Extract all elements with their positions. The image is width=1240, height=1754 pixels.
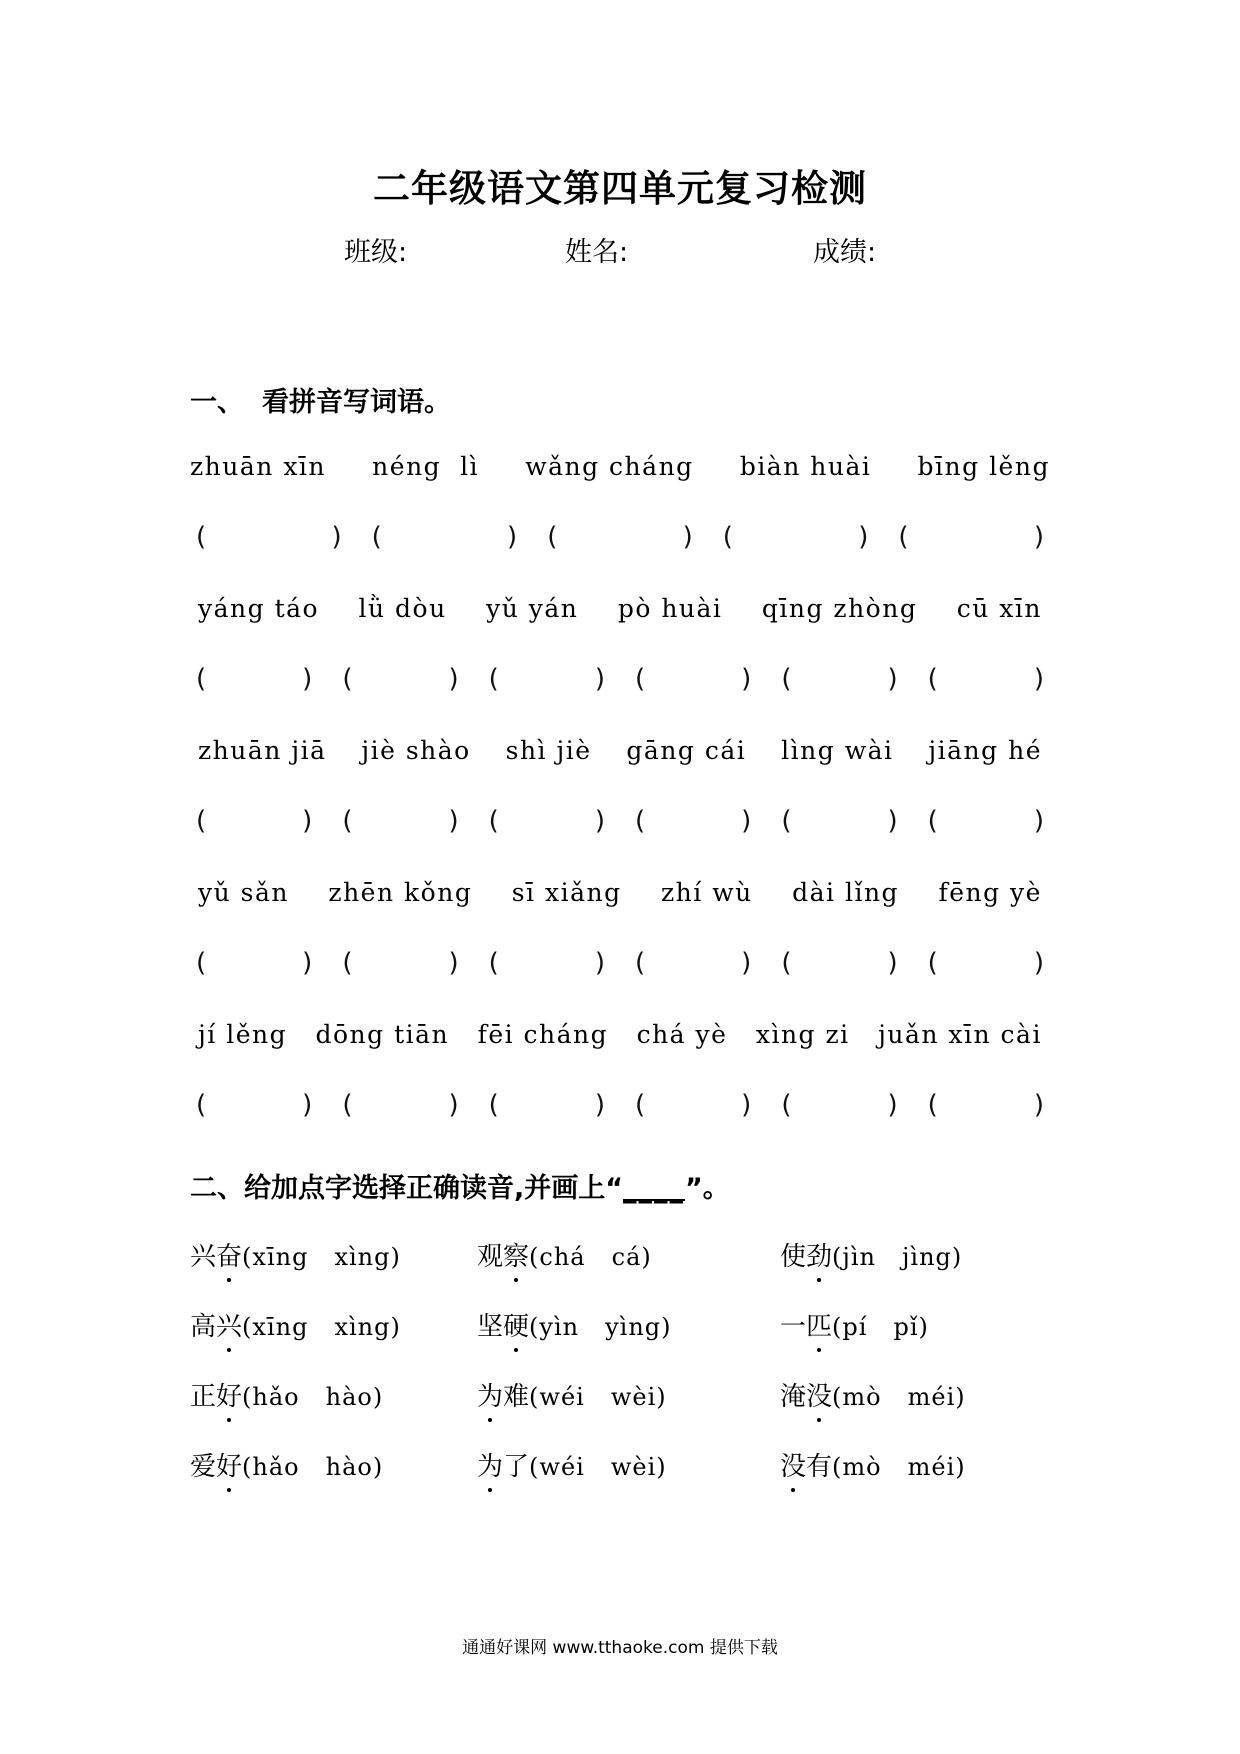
word-plain-before: 使 — [780, 1242, 807, 1272]
reading-item — [780, 1446, 966, 1483]
pinyin-word: zhēn kǒng — [328, 878, 473, 907]
paren-open: ( — [927, 806, 938, 836]
paren-close: ) — [302, 664, 313, 694]
word-plain-before: 一 — [780, 1312, 807, 1342]
answer-blank[interactable] — [483, 664, 611, 694]
paren-close: ) — [887, 948, 898, 978]
answer-blank[interactable] — [483, 948, 611, 978]
pinyin-row — [190, 878, 1050, 907]
score-label: 成绩: — [813, 237, 877, 268]
pinyin-word: shì jiè — [505, 736, 592, 765]
paren-open: ( — [634, 806, 646, 836]
paren-open: ( — [781, 948, 792, 978]
word — [477, 1446, 529, 1483]
answer-blank[interactable] — [922, 948, 1050, 978]
pinyin-word: yǔ sǎn — [198, 878, 290, 907]
paren-close: ) — [682, 522, 693, 552]
answer-blank[interactable] — [336, 1090, 464, 1120]
pinyin-word: néng lì — [372, 452, 480, 481]
paren-open: ( — [634, 948, 646, 978]
paren-close: ) — [302, 948, 313, 978]
word-plain-before: 正 — [190, 1382, 217, 1412]
word-plain-before: 坚 — [477, 1312, 504, 1342]
answer-blank[interactable] — [629, 948, 757, 978]
paren-open: ( — [927, 664, 938, 694]
reading-row — [190, 1306, 1060, 1346]
answer-blank[interactable] — [190, 664, 318, 694]
word — [780, 1376, 832, 1413]
pronunciation-options — [242, 1383, 383, 1411]
pinyin-word: cū xīn — [956, 594, 1042, 623]
dotted-character: 好 — [216, 1446, 242, 1483]
paren-close: ) — [302, 1090, 313, 1120]
section-1-heading — [190, 380, 451, 419]
pinyin-word: juǎn xīn cài — [878, 1020, 1042, 1049]
dotted-character: 没 — [806, 1376, 832, 1413]
pinyin-word: zhí wù — [661, 878, 753, 907]
pronunciation-options — [832, 1313, 929, 1341]
pronunciation-options — [242, 1453, 383, 1481]
pinyin-word: qīng zhòng — [761, 594, 918, 623]
class-label: 班级: — [344, 237, 408, 268]
word — [477, 1376, 529, 1413]
option-a[interactable]: xīng — [252, 1313, 309, 1341]
dotted-character: 好 — [216, 1376, 242, 1413]
pinyin-word: yǔ yán — [486, 594, 579, 623]
dotted-character: 兴 — [216, 1306, 242, 1343]
paren-close: ) — [331, 522, 342, 552]
paren-open: ( — [488, 1090, 499, 1120]
reading-item — [780, 1376, 966, 1413]
answer-blank[interactable] — [190, 948, 318, 978]
paren-close: ) — [448, 806, 459, 836]
word — [780, 1306, 832, 1343]
word-plain-before: 淹 — [780, 1382, 807, 1412]
option-b[interactable]: pǐ — [893, 1313, 919, 1341]
section-1-title: 看拼音写词语。 — [262, 387, 451, 418]
word-plain-after: 难 — [503, 1382, 530, 1412]
paren-close: ) — [741, 664, 752, 694]
answer-blank[interactable] — [190, 806, 318, 836]
open-paren: ( — [242, 1383, 253, 1411]
close-paren: ) — [656, 1453, 667, 1481]
section-2-number: 二、 — [190, 1173, 244, 1204]
pinyin-word: xìng zi — [755, 1020, 850, 1049]
option-a[interactable]: hǎo — [252, 1453, 300, 1481]
option-b[interactable]: méi — [907, 1453, 956, 1481]
paren-open: ( — [342, 948, 353, 978]
paren-close: ) — [594, 1090, 605, 1120]
name-label: 姓名: — [565, 237, 629, 268]
pinyin-row — [190, 736, 1050, 765]
reading-row — [190, 1446, 1060, 1486]
option-b[interactable]: xìng — [334, 1313, 391, 1341]
paren-open: ( — [196, 522, 207, 552]
pinyin-word: dōng tiān — [315, 1020, 450, 1049]
paren-open: ( — [488, 664, 499, 694]
pinyin-word: zhuān xīn — [190, 452, 327, 481]
pinyin-word: bīng lěng — [917, 452, 1050, 481]
dotted-character: 硬 — [503, 1306, 529, 1343]
paren-open: ( — [634, 1090, 646, 1120]
paren-open: ( — [781, 806, 792, 836]
reading-item — [477, 1446, 667, 1483]
answer-blank[interactable] — [483, 1090, 611, 1120]
pinyin-word: sī xiǎng — [511, 878, 622, 907]
page-title: 二年级语文第四单元复习检测 — [373, 167, 867, 210]
pinyin-word: lìng wài — [781, 736, 894, 765]
paren-open: ( — [196, 664, 207, 694]
paren-close: ) — [741, 948, 752, 978]
paren-close: ) — [594, 948, 605, 978]
section-1-number: 一、 — [190, 387, 244, 418]
dotted-character: 为 — [477, 1376, 503, 1413]
word-plain-after: 了 — [503, 1452, 530, 1482]
answer-blank[interactable] — [366, 522, 524, 552]
word — [190, 1306, 242, 1343]
answer-blank[interactable] — [629, 806, 757, 836]
section-2-title-blank: ____ — [623, 1173, 686, 1204]
paren-close: ) — [448, 948, 459, 978]
option-b[interactable]: wèi — [610, 1453, 657, 1481]
close-paren: ) — [390, 1243, 401, 1271]
pronunciation-options — [832, 1243, 962, 1271]
open-paren: ( — [242, 1453, 253, 1481]
answer-blank[interactable] — [190, 522, 348, 552]
answer-row — [190, 664, 1050, 694]
open-paren: ( — [529, 1313, 540, 1341]
word — [780, 1446, 832, 1483]
close-paren: ) — [372, 1453, 384, 1481]
paren-open: ( — [488, 948, 499, 978]
paren-close: ) — [448, 664, 459, 694]
section-2-heading — [190, 1166, 730, 1205]
paren-close: ) — [1033, 522, 1044, 552]
answer-blank[interactable] — [629, 1090, 757, 1120]
answer-blank[interactable] — [922, 664, 1050, 694]
dotted-character: 察 — [503, 1236, 529, 1273]
dotted-character: 匹 — [806, 1306, 832, 1343]
answer-blank[interactable] — [717, 522, 875, 552]
pinyin-word: wǎng cháng — [525, 452, 694, 481]
option-a[interactable]: mò — [842, 1453, 882, 1481]
dotted-character: 劲 — [806, 1236, 832, 1273]
close-paren: ) — [641, 1243, 652, 1271]
paren-close: ) — [1033, 948, 1044, 978]
paren-open: ( — [547, 522, 558, 552]
paren-open: ( — [196, 806, 207, 836]
paren-open: ( — [342, 664, 353, 694]
paren-open: ( — [371, 522, 382, 552]
dotted-character: 奋 — [216, 1236, 242, 1273]
paren-open: ( — [927, 1090, 938, 1120]
paren-close: ) — [741, 806, 752, 836]
paren-close: ) — [887, 664, 898, 694]
paren-open: ( — [488, 806, 499, 836]
paren-open: ( — [342, 806, 353, 836]
option-a[interactable]: pí — [842, 1313, 868, 1341]
open-paren: ( — [832, 1313, 843, 1341]
close-paren: ) — [918, 1313, 929, 1341]
option-a[interactable]: wéi — [539, 1453, 585, 1481]
pinyin-word: yáng táo — [198, 594, 320, 623]
open-paren: ( — [242, 1243, 253, 1271]
paren-close: ) — [1033, 1090, 1044, 1120]
paren-close: ) — [1033, 664, 1044, 694]
option-b[interactable]: jìng — [901, 1243, 952, 1271]
answer-blank[interactable] — [336, 948, 464, 978]
pronunciation-options — [832, 1383, 966, 1411]
answer-blank[interactable] — [629, 664, 757, 694]
option-b[interactable]: méi — [907, 1383, 956, 1411]
reading-item — [477, 1306, 672, 1343]
option-b[interactable]: wèi — [610, 1383, 657, 1411]
pronunciation-options — [242, 1243, 401, 1271]
paren-close: ) — [858, 522, 869, 552]
answer-blank[interactable] — [190, 1090, 318, 1120]
option-a[interactable]: xīng — [252, 1243, 309, 1271]
word — [477, 1236, 529, 1273]
word-plain-before: 高 — [190, 1312, 217, 1342]
word-plain-before: 兴 — [190, 1242, 217, 1272]
section-2-title-prefix: 给加点字选择正确读音,并画上“ — [244, 1173, 624, 1204]
answer-blank[interactable] — [892, 522, 1050, 552]
option-b[interactable]: hào — [325, 1383, 373, 1411]
answer-blank[interactable] — [775, 806, 903, 836]
close-paren: ) — [390, 1313, 401, 1341]
option-b[interactable]: xìng — [334, 1243, 391, 1271]
pronunciation-options — [242, 1313, 401, 1341]
open-paren: ( — [529, 1453, 540, 1481]
paren-close: ) — [448, 1090, 459, 1120]
pinyin-word: zhuān jiā — [198, 736, 327, 765]
pinyin-word: jiè shào — [361, 736, 471, 765]
open-paren: ( — [832, 1383, 843, 1411]
close-paren: ) — [656, 1383, 667, 1411]
answer-blank[interactable] — [483, 806, 611, 836]
word-plain-after: 有 — [806, 1452, 833, 1482]
pinyin-row — [190, 452, 1050, 481]
open-paren: ( — [832, 1243, 843, 1271]
close-paren: ) — [951, 1243, 963, 1271]
reading-item — [477, 1236, 652, 1273]
option-b[interactable]: cá — [611, 1243, 642, 1271]
reading-item — [190, 1236, 401, 1273]
option-b[interactable]: yìng — [605, 1313, 662, 1341]
paren-close: ) — [507, 522, 518, 552]
close-paren: ) — [955, 1383, 966, 1411]
close-paren: ) — [372, 1383, 384, 1411]
close-paren: ) — [955, 1453, 966, 1481]
pronunciation-options — [529, 1453, 667, 1481]
reading-item — [190, 1306, 401, 1343]
reading-item — [477, 1376, 667, 1413]
reading-item — [780, 1236, 962, 1273]
paren-open: ( — [781, 1090, 792, 1120]
pinyin-word: dài lǐng — [792, 878, 900, 907]
option-a[interactable]: mò — [842, 1383, 882, 1411]
word — [477, 1306, 529, 1343]
answer-blank[interactable] — [336, 664, 464, 694]
pinyin-word: pò huài — [617, 594, 723, 623]
answer-blank[interactable] — [775, 1090, 903, 1120]
pinyin-word: jiāng hé — [928, 736, 1042, 765]
option-a[interactable]: chá — [539, 1243, 586, 1271]
reading-row — [190, 1236, 1060, 1276]
pinyin-word: lǜ dòu — [358, 594, 447, 623]
pinyin-word: jí lěng — [198, 1020, 288, 1049]
option-a[interactable]: wéi — [539, 1383, 585, 1411]
word-plain-before: 观 — [477, 1242, 504, 1272]
reading-item — [780, 1306, 929, 1343]
paren-open: ( — [781, 664, 792, 694]
answer-blank[interactable] — [775, 664, 903, 694]
word — [190, 1376, 242, 1413]
option-a[interactable]: hǎo — [252, 1383, 300, 1411]
word-plain-before: 爱 — [190, 1452, 217, 1482]
pinyin-word: fēi cháng — [477, 1020, 609, 1049]
answer-blank[interactable] — [775, 948, 903, 978]
word — [780, 1236, 832, 1273]
paren-close: ) — [302, 806, 313, 836]
reading-row — [190, 1376, 1060, 1416]
paren-close: ) — [887, 1090, 898, 1120]
paren-open: ( — [196, 948, 207, 978]
section-2-title-suffix: ”。 — [685, 1173, 730, 1204]
answer-blank[interactable] — [541, 522, 699, 552]
paren-open: ( — [342, 1090, 353, 1120]
pronunciation-options — [529, 1383, 667, 1411]
paren-close: ) — [594, 806, 605, 836]
open-paren: ( — [832, 1453, 843, 1481]
answer-blank[interactable] — [336, 806, 464, 836]
open-paren: ( — [242, 1313, 253, 1341]
pronunciation-options — [832, 1453, 966, 1481]
pinyin-word: chá yè — [636, 1020, 728, 1049]
answer-row — [190, 806, 1050, 836]
reading-item — [190, 1376, 383, 1413]
word — [190, 1236, 242, 1273]
pinyin-word: fēng yè — [938, 878, 1042, 907]
answer-blank[interactable] — [922, 806, 1050, 836]
answer-row — [190, 1090, 1050, 1120]
paren-open: ( — [927, 948, 938, 978]
reading-item — [190, 1446, 383, 1483]
option-b[interactable]: hào — [325, 1453, 373, 1481]
paren-open: ( — [196, 1090, 207, 1120]
pronunciation-options — [529, 1313, 672, 1341]
dotted-character: 为 — [477, 1446, 503, 1483]
pronunciation-options — [529, 1243, 652, 1271]
pinyin-word: gāng cái — [626, 736, 747, 765]
pinyin-row — [190, 594, 1050, 623]
option-a[interactable]: jìn — [842, 1243, 876, 1271]
open-paren: ( — [529, 1243, 540, 1271]
close-paren: ) — [661, 1313, 672, 1341]
paren-open: ( — [634, 664, 646, 694]
paren-close: ) — [594, 664, 605, 694]
word — [190, 1446, 242, 1483]
open-paren: ( — [529, 1383, 540, 1411]
paren-close: ) — [887, 806, 898, 836]
answer-blank[interactable] — [922, 1090, 1050, 1120]
paren-close: ) — [1033, 806, 1044, 836]
footer-credit: 通通好课网 www.tthaoke.com 提供下载 — [462, 1638, 778, 1658]
paren-open: ( — [898, 522, 909, 552]
dotted-character: 没 — [780, 1446, 806, 1483]
answer-row — [190, 522, 1050, 552]
pinyin-word: biàn huài — [739, 452, 872, 481]
answer-row — [190, 948, 1050, 978]
pinyin-row — [190, 1020, 1050, 1049]
paren-close: ) — [741, 1090, 752, 1120]
option-a[interactable]: yìn — [539, 1313, 580, 1341]
paren-open: ( — [722, 522, 733, 552]
